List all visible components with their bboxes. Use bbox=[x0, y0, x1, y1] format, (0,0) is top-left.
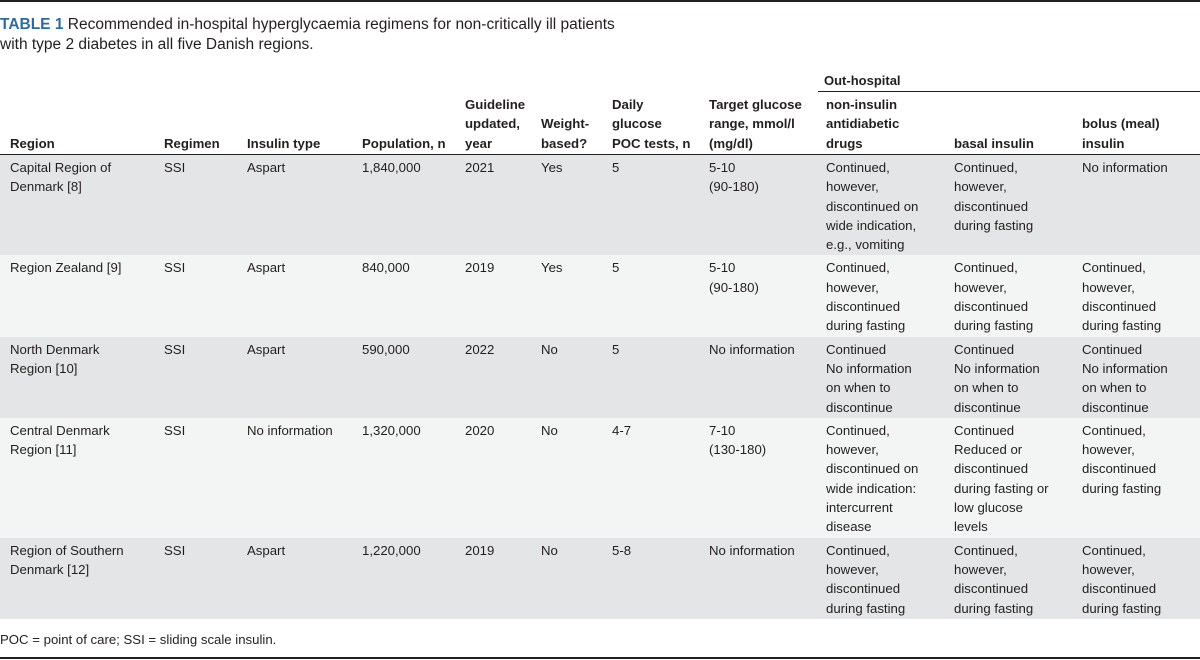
cell-population: 1,840,000 bbox=[352, 155, 455, 256]
cell-bolus-insulin: Continued, however, discontinued during fasting bbox=[1072, 418, 1200, 538]
table-row bbox=[0, 337, 1200, 418]
cell-weight-based: Yes bbox=[531, 255, 602, 336]
bottom-rule bbox=[0, 657, 1200, 659]
cell-weight-based: No bbox=[531, 538, 602, 619]
cell-regimen: SSI bbox=[154, 255, 237, 336]
cell-regimen: SSI bbox=[154, 538, 237, 619]
cell-weight-based: No bbox=[531, 337, 602, 418]
cell-poc-tests: 5 bbox=[602, 337, 699, 418]
col-header-daily-poc-tests: Daily glucose POC tests, n bbox=[602, 95, 699, 155]
cell-poc-tests: 5 bbox=[602, 255, 699, 336]
cell-bolus-insulin: No information bbox=[1072, 155, 1200, 256]
cell-population: 1,220,000 bbox=[352, 538, 455, 619]
cell-insulin-type: Aspart bbox=[237, 255, 352, 336]
col-header-insulin-type: Insulin type bbox=[237, 95, 352, 155]
cell-poc-tests: 5 bbox=[602, 155, 699, 256]
cell-guideline-year: 2019 bbox=[455, 538, 531, 619]
cell-insulin-type: Aspart bbox=[237, 155, 352, 256]
table-caption-text: Recommended in-hospital hyperglycaemia regimens for non-critically ill patients with type 2 diabetes in all five Danish regions. bbox=[0, 16, 615, 53]
cell-non-insulin-drugs: Continued No information on when to discontinue bbox=[816, 337, 944, 418]
col-header-bolus-insulin: bolus (meal) insulin bbox=[1072, 95, 1200, 155]
col-header-non-insulin-drugs: non-insulin antidiabetic drugs bbox=[816, 95, 944, 155]
cell-basal-insulin: Continued, however, discontinued during fasting bbox=[944, 538, 1072, 619]
table-row bbox=[0, 255, 1200, 336]
cell-regimen: SSI bbox=[154, 418, 237, 538]
cell-bolus-insulin: Continued No information on when to discontinue bbox=[1072, 337, 1200, 418]
table-row bbox=[0, 155, 1200, 256]
cell-region: Region Zealand [9] bbox=[0, 255, 154, 336]
cell-insulin-type: Aspart bbox=[237, 538, 352, 619]
top-rule bbox=[0, 0, 1200, 2]
cell-target-glucose: No information bbox=[699, 538, 816, 619]
cell-guideline-year: 2022 bbox=[455, 337, 531, 418]
cell-guideline-year: 2021 bbox=[455, 155, 531, 256]
cell-poc-tests: 4-7 bbox=[602, 418, 699, 538]
col-header-regimen: Regimen bbox=[154, 95, 237, 155]
cell-region: Capital Region of Denmark [8] bbox=[0, 155, 154, 256]
col-header-guideline-updated: Guideline updated, year bbox=[455, 95, 531, 155]
cell-region: Central Denmark Region [11] bbox=[0, 418, 154, 538]
col-header-target-glucose: Target glucose range, mmol/l (mg/dl) bbox=[699, 95, 816, 155]
cell-population: 590,000 bbox=[352, 337, 455, 418]
cell-region: North Denmark Region [10] bbox=[0, 337, 154, 418]
table-caption bbox=[0, 15, 640, 55]
col-header-region: Region bbox=[0, 95, 154, 155]
cell-regimen: SSI bbox=[154, 155, 237, 256]
group-header-rule bbox=[818, 91, 1200, 92]
col-header-basal-insulin: basal insulin bbox=[944, 95, 1072, 155]
cell-basal-insulin: Continued, however, discontinued during fasting bbox=[944, 155, 1072, 256]
table-row bbox=[0, 418, 1200, 538]
cell-regimen: SSI bbox=[154, 337, 237, 418]
cell-target-glucose: 5-10 (90-180) bbox=[699, 155, 816, 256]
table-footnote: POC = point of care; SSI = sliding scale insulin. bbox=[0, 632, 277, 647]
cell-basal-insulin: Continued Reduced or discontinued during fasting or low glucose levels bbox=[944, 418, 1072, 538]
cell-target-glucose: No information bbox=[699, 337, 816, 418]
cell-guideline-year: 2019 bbox=[455, 255, 531, 336]
out-hospital-group-header: Out-hospital bbox=[824, 73, 901, 88]
cell-target-glucose: 7-10 (130-180) bbox=[699, 418, 816, 538]
cell-basal-insulin: Continued, however, discontinued during fasting bbox=[944, 255, 1072, 336]
table-row bbox=[0, 538, 1200, 619]
cell-region: Region of Southern Denmark [12] bbox=[0, 538, 154, 619]
cell-non-insulin-drugs: Continued, however, discontinued during fasting bbox=[816, 538, 944, 619]
regimens-table bbox=[0, 95, 1200, 619]
cell-non-insulin-drugs: Continued, however, discontinued during fasting bbox=[816, 255, 944, 336]
col-header-weight-based: Weight- based? bbox=[531, 95, 602, 155]
cell-population: 840,000 bbox=[352, 255, 455, 336]
cell-non-insulin-drugs: Continued, however, discontinued on wide indication: intercurrent disease bbox=[816, 418, 944, 538]
cell-insulin-type: No information bbox=[237, 418, 352, 538]
cell-poc-tests: 5-8 bbox=[602, 538, 699, 619]
cell-insulin-type: Aspart bbox=[237, 337, 352, 418]
cell-bolus-insulin: Continued, however, discontinued during fasting bbox=[1072, 255, 1200, 336]
cell-population: 1,320,000 bbox=[352, 418, 455, 538]
table-header-row bbox=[0, 95, 1200, 155]
cell-target-glucose: 5-10 (90-180) bbox=[699, 255, 816, 336]
cell-non-insulin-drugs: Continued, however, discontinued on wide indication, e.g., vomiting bbox=[816, 155, 944, 256]
table-label: TABLE 1 bbox=[0, 16, 64, 33]
col-header-population: Population, n bbox=[352, 95, 455, 155]
cell-weight-based: No bbox=[531, 418, 602, 538]
cell-guideline-year: 2020 bbox=[455, 418, 531, 538]
cell-basal-insulin: Continued No information on when to discontinue bbox=[944, 337, 1072, 418]
cell-weight-based: Yes bbox=[531, 155, 602, 256]
cell-bolus-insulin: Continued, however, discontinued during fasting bbox=[1072, 538, 1200, 619]
